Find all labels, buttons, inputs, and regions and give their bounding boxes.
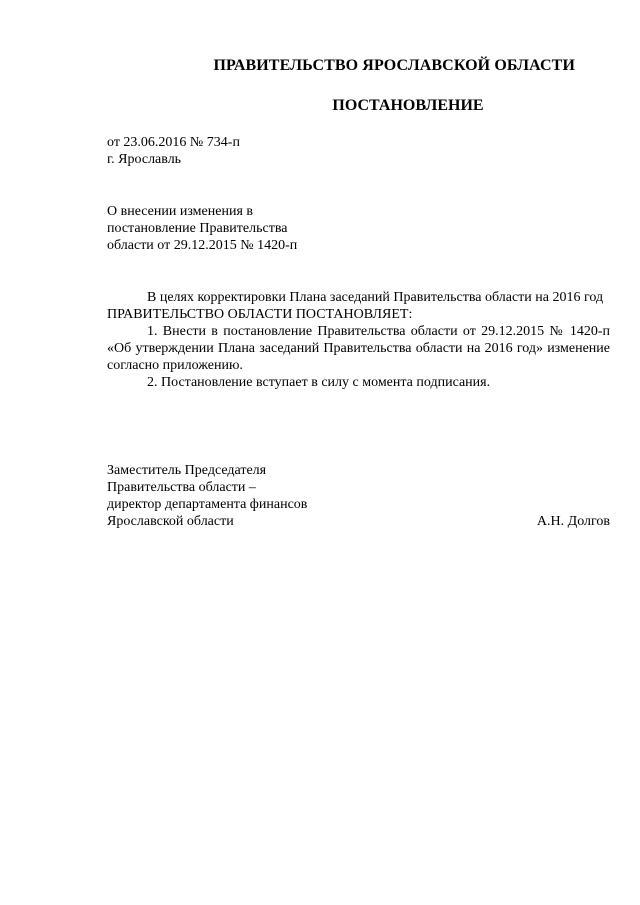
date-number: от 23.06.2016 № 734-п — [107, 135, 240, 150]
signer-position-line: Ярославской области — [107, 514, 234, 529]
document-subject — [107, 203, 407, 254]
city: г. Ярославль — [107, 152, 182, 167]
intro-paragraph: В целях корректировки Плана заседаний Правительства области на 2016 год — [147, 290, 604, 305]
subject-line: постановление Правительства — [107, 221, 288, 236]
signature-block — [107, 462, 610, 530]
item-2-paragraph: 2. Постановление вступает в силу с момента подписания. — [147, 375, 491, 390]
document-body — [107, 289, 610, 391]
signer-position-line: Заместитель Председателя — [107, 463, 267, 478]
resolves-heading: ПРАВИТЕЛЬСТВО ОБЛАСТИ ПОСТАНОВЛЯЕТ: — [107, 307, 413, 322]
subject-line: области от 29.12.2015 № 1420-п — [107, 238, 298, 253]
signer-last-row — [107, 513, 610, 530]
signer-position-line: Правительства области – — [107, 480, 256, 495]
signer-position-line: директор департамента финансов — [107, 497, 308, 512]
government-title: ПРАВИТЕЛЬСТВО ЯРОСЛАВСКОЙ ОБЛАСТИ — [213, 57, 575, 74]
item-1-paragraph: 1. Внести в постановление Правительства области от 29.12.2015 № 1420-п «Об утверждении Плана заседаний Правительства области на 2016 год» изменение согласно приложению. — [107, 324, 610, 373]
document-meta — [107, 134, 407, 168]
document-type-heading: ПОСТАНОВЛЕНИЕ — [332, 97, 484, 114]
subject-line: О внесении изменения в — [107, 204, 253, 219]
signer-name: А.Н. Долгов — [536, 514, 610, 529]
